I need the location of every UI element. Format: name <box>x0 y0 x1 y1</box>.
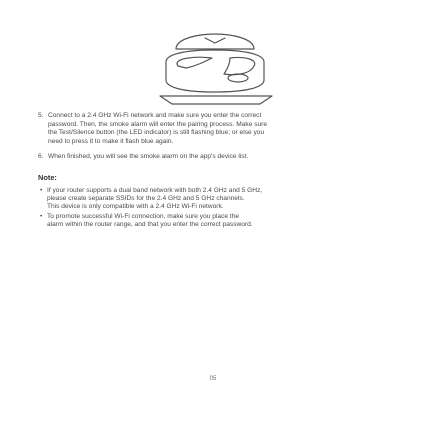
step-6 <box>38 153 398 162</box>
note-item-dual-band <box>38 187 398 212</box>
smoke-alarm-illustration <box>0 0 426 108</box>
note-line: This device is only compatible with a 2.4 GHz Wi-Fi network. <box>47 203 224 211</box>
page-number: 05 <box>209 376 217 382</box>
step-line: When finished, you will see the smoke alarm on the app's device list. <box>48 153 249 161</box>
alarm-oval-mark <box>228 74 248 82</box>
note-line: alarm within the router range, and that you enter the correct password. <box>47 220 253 228</box>
note-heading: Note: <box>38 172 57 182</box>
bullet-marker: • <box>40 212 43 220</box>
step-line: the Test/Silence button (the LED indicator) is still flashing blue; or else you <box>48 129 265 137</box>
step-line: need to press it to make it flash blue again. <box>48 137 174 145</box>
step-number: 5. <box>38 112 44 119</box>
step-line: Connect to a 2.4 GHz Wi-Fi network and make sure you enter the correct <box>48 112 262 119</box>
note-line: please create separate SSIDs for the 2.4 GHz and 5 GHz channels. <box>47 195 245 203</box>
note-item-router-range <box>38 213 398 229</box>
instructions-content <box>38 112 398 230</box>
alarm-top-outline <box>176 34 254 49</box>
bullet-marker: • <box>40 186 43 194</box>
note-line: If your router supports a dual band network with both 2.4 GHz and 5 GHz, <box>47 186 263 194</box>
note-line: To promote successful Wi-Fi connection, make sure you place the <box>47 212 240 220</box>
alarm-base-outline <box>160 96 272 104</box>
step-5 <box>38 112 398 146</box>
step-line: password. Then, the smoke alarm will enter the pairing process. Make sure <box>48 120 268 128</box>
alarm-loop-right <box>224 57 255 74</box>
step-number: 6. <box>38 153 44 161</box>
alarm-top-notch <box>205 38 225 43</box>
alarm-loop-left <box>177 57 212 68</box>
